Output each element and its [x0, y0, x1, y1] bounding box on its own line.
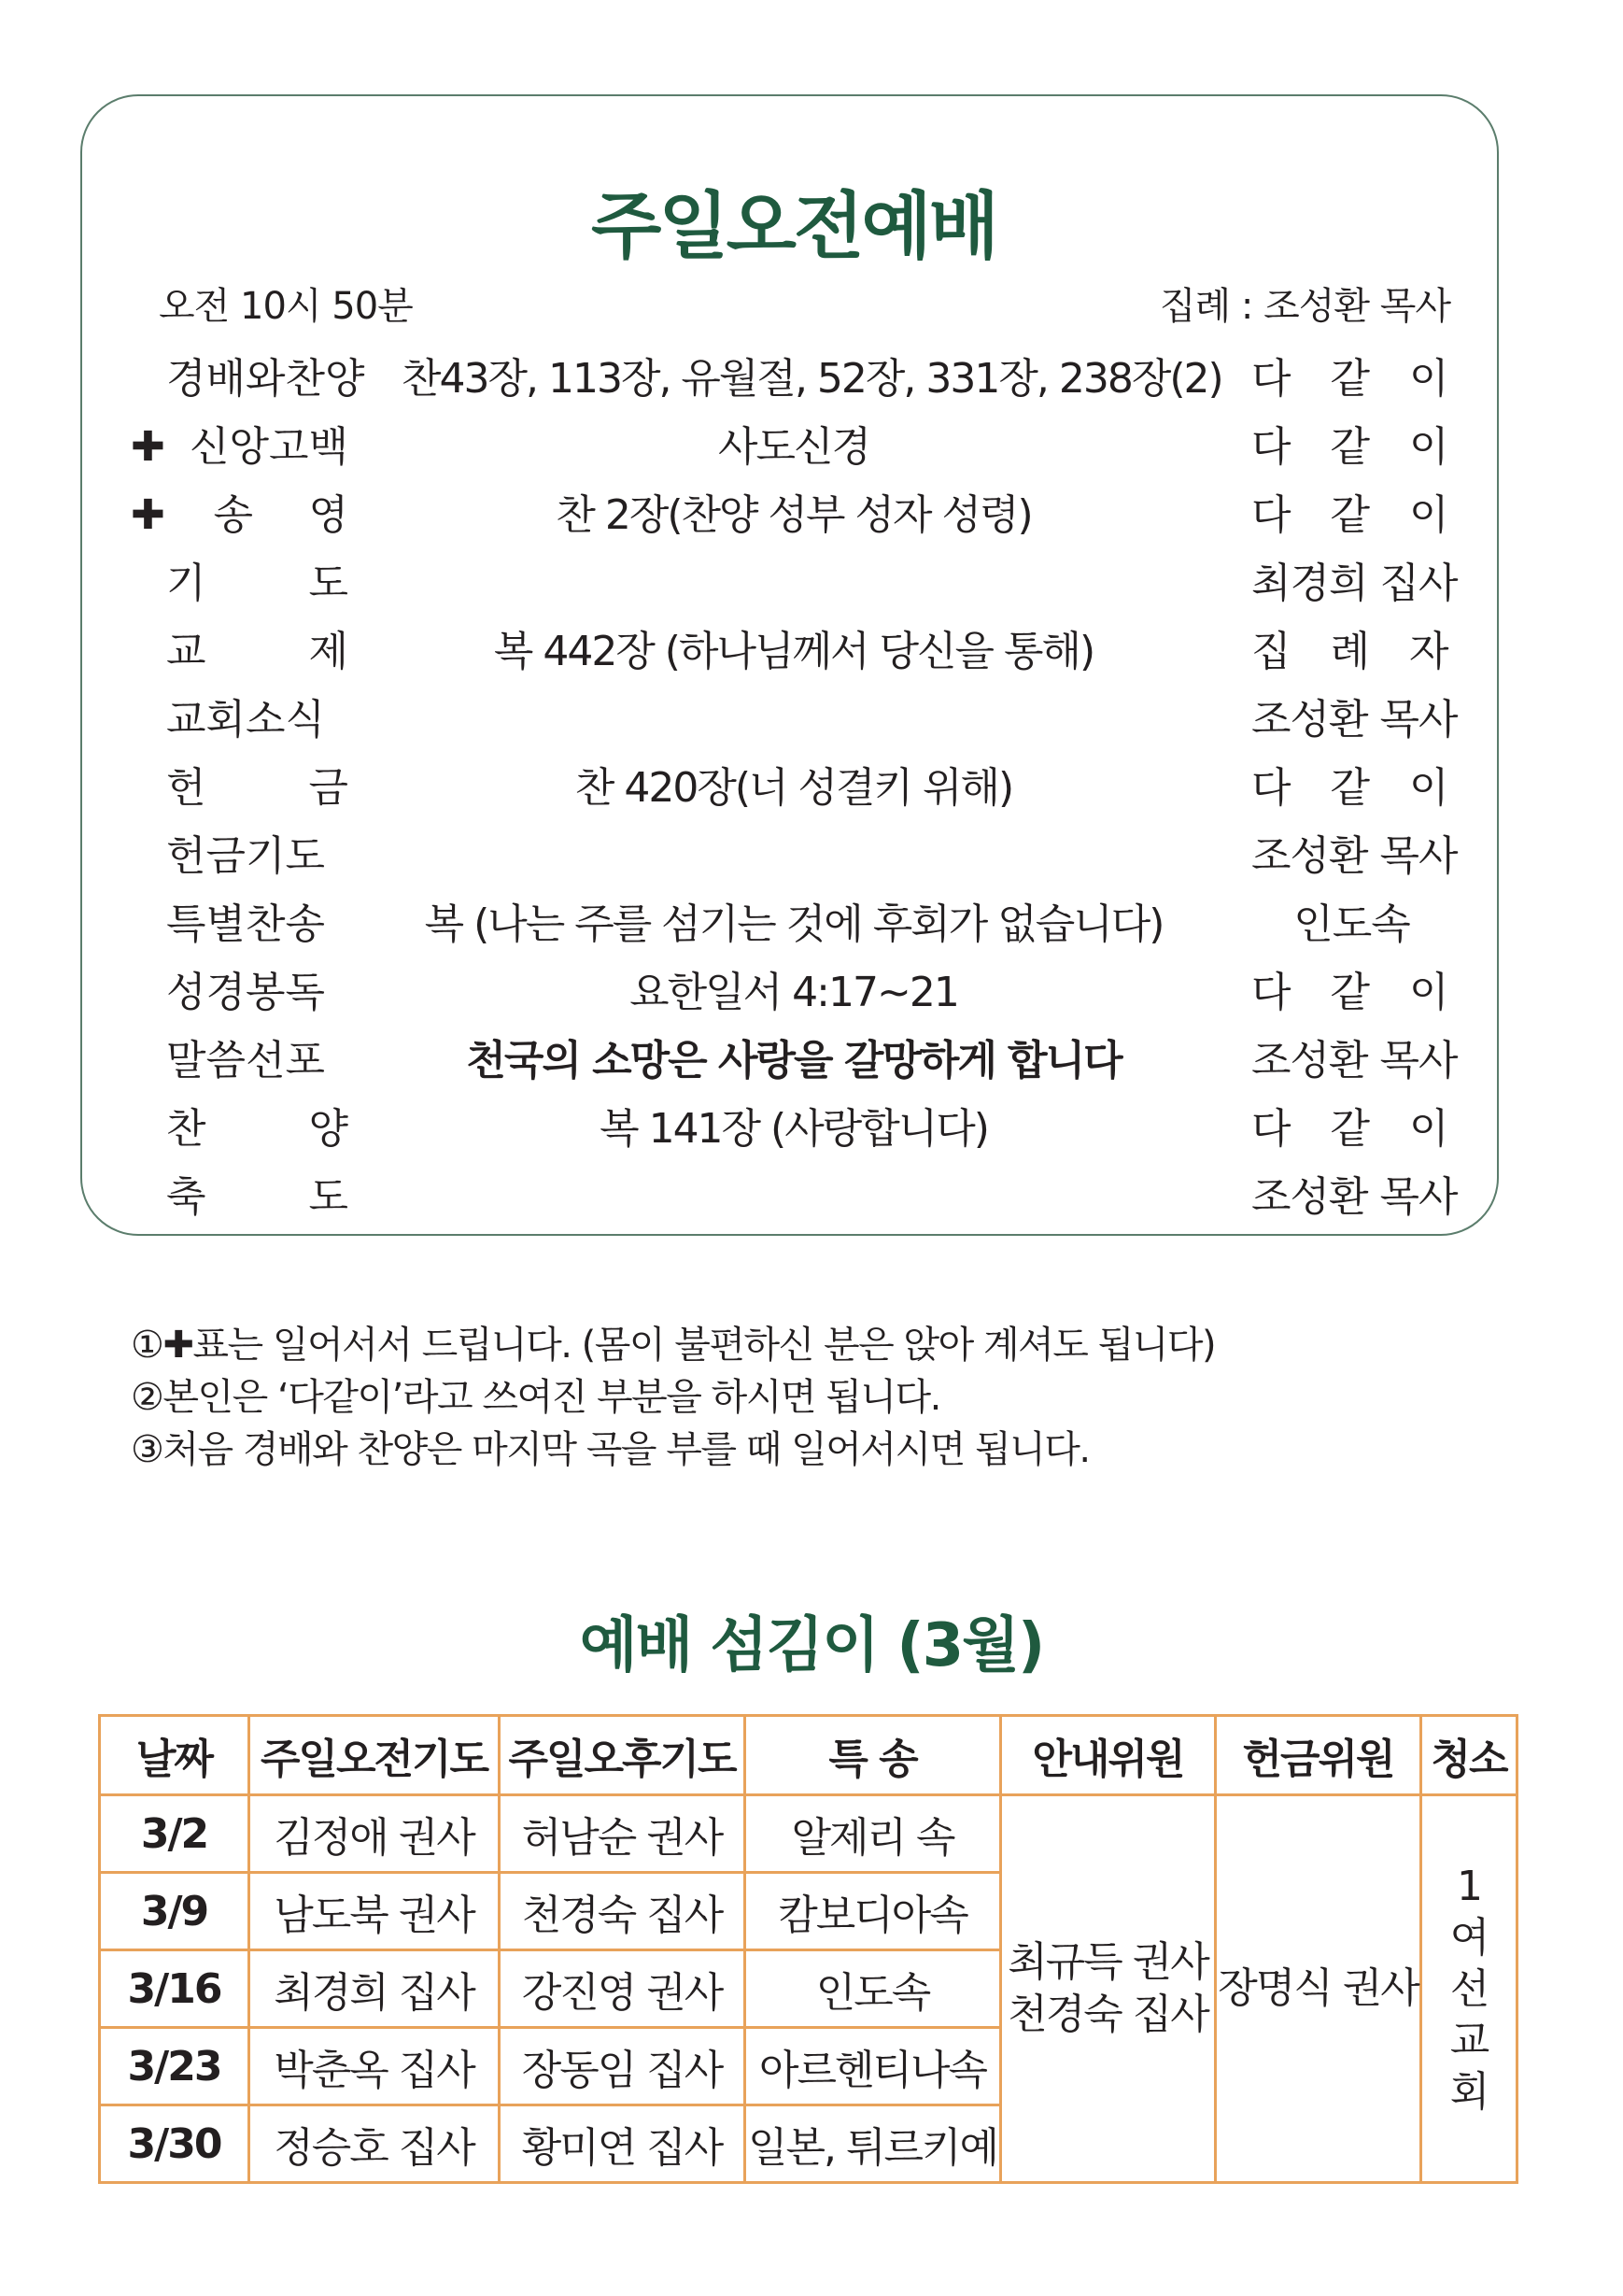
- cleaning-char: 교: [1449, 2016, 1489, 2064]
- order-content: 찬43장, 113장, 유월절, 52장, 331장, 238장(2): [402, 355, 1222, 403]
- offering-cell: 장명식 권사: [1216, 1795, 1421, 2183]
- note-text: 표는 일어서서 드립니다. (몸이 불편하신 분은 앉아 계셔도 됩니다): [192, 1324, 1216, 1367]
- order-item-label: 송 영: [213, 491, 348, 539]
- note-number: ①: [131, 1324, 163, 1367]
- pm-prayer-cell: 천경숙 집사: [500, 1873, 745, 1950]
- order-leader: 다 같 이: [1251, 969, 1462, 1016]
- order-item: [131, 482, 348, 549]
- column-header: 특 송: [745, 1716, 1001, 1795]
- note-number: ②: [131, 1376, 163, 1419]
- worship-presider: 집례 : 조성환 목사: [1159, 285, 1450, 328]
- am-prayer-cell: 김정애 권사: [249, 1795, 500, 1873]
- note: [131, 1424, 1215, 1476]
- order-row: [0, 823, 1623, 890]
- cleaning-char: 여: [1449, 1913, 1489, 1962]
- order-row: [0, 891, 1623, 958]
- note: [131, 1319, 1215, 1371]
- order-content: 복 141장 (사랑합니다): [600, 1105, 988, 1153]
- pm-prayer-cell: 장동임 집사: [500, 2028, 745, 2105]
- note: [131, 1371, 1215, 1424]
- am-prayer-cell: 정승호 집사: [249, 2105, 500, 2183]
- order-item: 축 도: [166, 1173, 348, 1221]
- order-content: 복 (나는 주를 섬기는 것에 후회가 없습니다): [424, 900, 1164, 948]
- cleaning-char: 1: [1457, 1862, 1481, 1910]
- note-number: ③: [131, 1428, 163, 1471]
- order-item: 교 제: [166, 628, 348, 675]
- order-row: [0, 550, 1623, 617]
- usher-name: 천경숙 집사: [1008, 1991, 1208, 2038]
- order-content: 복 442장 (하나님께서 당신을 통해): [493, 628, 1094, 675]
- order-content: 사도신경: [717, 423, 869, 471]
- order-leader: 조성환 목사: [1251, 832, 1458, 880]
- special-song-cell: 알제리 속: [745, 1795, 1001, 1873]
- order-content: 찬 2장(찬양 성부 성자 성령): [556, 491, 1032, 539]
- order-leader: 최경희 집사: [1251, 560, 1458, 607]
- order-item: 특별찬송: [166, 900, 326, 948]
- order-row: [0, 687, 1623, 754]
- note-text: 처음 경배와 찬양은 마지막 곡을 부를 때 일어서시면 됩니다.: [162, 1428, 1090, 1471]
- order-leader: 다 같 이: [1251, 1105, 1462, 1153]
- order-leader: 다 같 이: [1251, 764, 1462, 812]
- column-header: 헌금위원: [1216, 1716, 1421, 1795]
- order-row: [0, 1028, 1623, 1095]
- order-row: [0, 482, 1623, 549]
- order-item: [131, 414, 348, 481]
- order-row: [0, 1096, 1623, 1163]
- pm-prayer-cell: 강진영 권사: [500, 1950, 745, 2028]
- order-row: [0, 959, 1623, 1027]
- order-content: 찬 420장(너 성결키 위해): [574, 764, 1013, 812]
- order-item: 헌 금: [166, 764, 348, 812]
- order-item: 성경봉독: [166, 969, 326, 1016]
- order-item: 헌금기도: [166, 832, 326, 880]
- pm-prayer-cell: 허남순 권사: [500, 1795, 745, 1873]
- cross-icon: ✚: [131, 423, 184, 471]
- cleaning-char: 선: [1449, 1964, 1489, 2013]
- worship-title: 주일오전예배: [590, 185, 997, 269]
- order-item: 교회소식: [166, 696, 326, 744]
- table-header-row: [100, 1716, 1517, 1795]
- am-prayer-cell: 최경희 집사: [249, 1950, 500, 2028]
- order-row: [0, 1164, 1623, 1231]
- cleaning-char: 회: [1449, 2067, 1489, 2116]
- pm-prayer-cell: 황미연 집사: [500, 2105, 745, 2183]
- order-leader: 조성환 목사: [1251, 1037, 1458, 1084]
- date-cell: 3/23: [100, 2028, 249, 2105]
- note-text: 본인은 ‘다같이’라고 쓰여진 부분을 하시면 됩니다.: [162, 1376, 940, 1419]
- order-leader: 다 같 이: [1251, 355, 1462, 403]
- column-header: 안내위원: [1001, 1716, 1216, 1795]
- column-header: 청소: [1421, 1716, 1517, 1795]
- date-cell: 3/30: [100, 2105, 249, 2183]
- schedule-table: [98, 1714, 1518, 2184]
- order-row: [0, 346, 1623, 413]
- order-leader: 인도속: [1293, 900, 1410, 948]
- order-item: 말씀선포: [166, 1037, 326, 1084]
- special-song-cell: 인도속: [745, 1950, 1001, 2028]
- order-leader: 조성환 목사: [1251, 696, 1458, 744]
- ushers-cell: [1001, 1795, 1216, 2183]
- special-song-cell: 캄보디아속: [745, 1873, 1001, 1950]
- order-leader: 집 례 자: [1251, 628, 1462, 675]
- cleaning-cell: [1421, 1795, 1517, 2183]
- order-row: [0, 618, 1623, 686]
- order-leader: 조성환 목사: [1251, 1173, 1458, 1221]
- order-item: 경배와찬양: [166, 355, 365, 403]
- order-leader: 다 같 이: [1251, 491, 1462, 539]
- order-item: 기 도: [166, 560, 348, 607]
- special-song-cell: 아르헨티나속: [745, 2028, 1001, 2105]
- schedule-title: 예배 섬김이 (3월): [579, 1611, 1044, 1680]
- notes: [131, 1319, 1215, 1476]
- order-content: 요한일서 4:17~21: [629, 969, 958, 1016]
- column-header: 주일오후기도: [500, 1716, 745, 1795]
- column-header: 날짜: [100, 1716, 249, 1795]
- order-row: [0, 414, 1623, 481]
- order-item-label: 신앙고백: [189, 423, 348, 471]
- date-cell: 3/2: [100, 1795, 249, 1873]
- special-song-cell: 일본, 튀르키예: [745, 2105, 1001, 2183]
- usher-name: 최규득 권사: [1008, 1938, 1208, 1986]
- worship-time: 오전 10시 50분: [159, 285, 413, 328]
- cross-icon: ✚: [162, 1324, 193, 1367]
- table-row: [100, 1795, 1517, 1873]
- order-row: [0, 755, 1623, 822]
- column-header: 주일오전기도: [249, 1716, 500, 1795]
- sermon-title: 천국의 소망은 사랑을 갈망하게 합니다: [466, 1037, 1122, 1084]
- date-cell: 3/9: [100, 1873, 249, 1950]
- order-item: 찬 양: [166, 1105, 348, 1153]
- cross-icon: ✚: [131, 491, 208, 539]
- order-leader: 다 같 이: [1251, 423, 1462, 471]
- date-cell: 3/16: [100, 1950, 249, 2028]
- am-prayer-cell: 박춘옥 집사: [249, 2028, 500, 2105]
- am-prayer-cell: 남도북 권사: [249, 1873, 500, 1950]
